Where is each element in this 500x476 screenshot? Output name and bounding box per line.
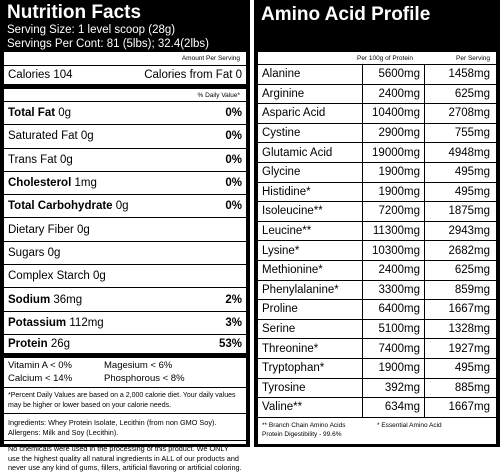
bcaa-note: ** Branch Chain Amino Acids bbox=[262, 421, 346, 429]
amino-name: Isoleucine** bbox=[262, 205, 323, 218]
amino-per-100g: 1900mg bbox=[362, 359, 424, 378]
amino-row bbox=[258, 85, 496, 105]
header-per-serving: Per Serving bbox=[456, 54, 490, 62]
amino-per-serving: 1667mg bbox=[424, 398, 496, 417]
nutrient-daily-value: 0% bbox=[225, 130, 242, 143]
nutrient-daily-value: 0% bbox=[225, 177, 242, 190]
nutrient-label: Potassium bbox=[8, 316, 67, 329]
amino-name: Histidine* bbox=[262, 185, 311, 198]
amino-per-100g: 634mg bbox=[362, 398, 424, 417]
amino-per-serving: 495mg bbox=[424, 359, 496, 378]
amino-name: Tyrosine bbox=[262, 381, 306, 394]
amino-name: Lysine* bbox=[262, 244, 300, 257]
servings-per-container: Servings Per Cont: 81 (5lbs); 32.4(2lbs) bbox=[7, 37, 209, 50]
amino-row bbox=[258, 300, 496, 320]
essential-note: * Essential Amino Acid bbox=[377, 421, 442, 429]
amino-per-100g: 2400mg bbox=[362, 261, 424, 280]
amino-per-serving: 885mg bbox=[424, 379, 496, 398]
nutrient-label: Trans Fat bbox=[8, 153, 57, 166]
amino-per-serving: 1875mg bbox=[424, 202, 496, 221]
nutrient-amount: 112mg bbox=[69, 316, 104, 329]
nutrition-table bbox=[4, 52, 246, 473]
amino-per-serving: 1328mg bbox=[424, 320, 496, 339]
serving-size: Serving Size: 1 level scoop (28g) bbox=[7, 24, 176, 36]
amino-row bbox=[258, 183, 496, 203]
amino-acid-panel bbox=[254, 0, 500, 447]
amino-per-serving: 625mg bbox=[424, 85, 496, 104]
calories-row bbox=[4, 66, 246, 89]
nutrient-label: Complex Starch bbox=[8, 270, 90, 283]
amino-per-serving: 859mg bbox=[424, 281, 496, 300]
nutrient-label: Dietary Fiber bbox=[8, 223, 74, 236]
nutrient-label: Protein bbox=[8, 338, 48, 351]
amino-name: Alanine bbox=[262, 68, 301, 81]
amino-per-100g: 392mg bbox=[362, 379, 424, 398]
magnesium: Magesium < 6% bbox=[104, 360, 173, 372]
amino-per-100g: 10400mg bbox=[362, 104, 424, 123]
nutrient-label: Sugars bbox=[8, 246, 45, 259]
amino-name: Tryptophan* bbox=[262, 362, 325, 375]
nutrient-daily-value: 2% bbox=[225, 293, 242, 306]
amino-per-100g: 5600mg bbox=[362, 65, 424, 84]
nutrient-label: Cholesterol bbox=[8, 177, 72, 190]
amino-per-serving: 755mg bbox=[424, 124, 496, 143]
amino-per-serving: 495mg bbox=[424, 163, 496, 182]
nutrient-rows bbox=[4, 102, 246, 358]
nutrient-row bbox=[4, 218, 246, 241]
nutrient-amount: 26g bbox=[50, 338, 71, 351]
amino-row bbox=[258, 261, 496, 281]
daily-value-header: % Daily Value* bbox=[4, 89, 246, 102]
header-per-100g: Per 100g of Protein bbox=[356, 54, 413, 62]
nutrient-row bbox=[4, 149, 246, 172]
nutrient-label: Saturated Fat bbox=[8, 130, 78, 143]
amino-per-100g: 2900mg bbox=[362, 124, 424, 143]
amino-name: Serine bbox=[262, 323, 296, 336]
amino-row bbox=[258, 320, 496, 340]
amino-name: Asparic Acid bbox=[262, 107, 326, 120]
amino-per-100g: 1900mg bbox=[362, 183, 424, 202]
nutrient-amount: 0g bbox=[80, 130, 94, 143]
amino-per-serving: 1667mg bbox=[424, 300, 496, 319]
nutrient-daily-value: 3% bbox=[225, 316, 242, 329]
amino-row bbox=[258, 143, 496, 163]
amino-per-serving: 2708mg bbox=[424, 104, 496, 123]
amino-per-100g: 2400mg bbox=[362, 85, 424, 104]
nutrient-label: Total Carbohydrate bbox=[8, 200, 113, 213]
amino-row bbox=[258, 163, 496, 183]
nutrient-row bbox=[4, 172, 246, 195]
nutrient-daily-value: 0% bbox=[225, 200, 242, 213]
amino-per-100g: 10300mg bbox=[362, 241, 424, 260]
nutrient-amount: 0g bbox=[59, 153, 73, 166]
amount-header: Amount Per Serving bbox=[4, 52, 246, 66]
amino-per-100g: 7200mg bbox=[362, 202, 424, 221]
amino-name: Leucine** bbox=[262, 225, 312, 238]
nutrient-row bbox=[4, 242, 246, 265]
nutrient-daily-value: 0% bbox=[225, 107, 242, 120]
amino-per-100g: 6400mg bbox=[362, 300, 424, 319]
vitamins-block bbox=[4, 358, 246, 388]
amino-per-100g: 11300mg bbox=[362, 222, 424, 241]
nutrient-amount: 0g bbox=[93, 270, 106, 283]
amino-per-serving: 495mg bbox=[424, 183, 496, 202]
amino-per-serving: 2943mg bbox=[424, 222, 496, 241]
daily-value-footnote: *Percent Daily Values are based on a 2,000 calorie diet. Your daily values may be higher or lower based on your calorie needs. bbox=[4, 388, 246, 414]
amino-per-100g: 1900mg bbox=[362, 163, 424, 182]
no-chemicals-text: No chemicals were used in the processing of this product. We ONLY use the highest quality all natural ingredients in ALL of our products and never use any kind of gums, fillers, artificial flavoring or artificial coloring. bbox=[8, 444, 242, 473]
amino-row bbox=[258, 202, 496, 222]
calcium: Calcium < 14% bbox=[8, 372, 73, 384]
amino-name: Proline bbox=[262, 303, 298, 316]
amino-per-100g: 5100mg bbox=[362, 320, 424, 339]
nutrient-label: Sodium bbox=[8, 293, 51, 306]
amino-name: Threonine* bbox=[262, 342, 319, 355]
amino-header bbox=[258, 52, 496, 65]
vitamin-a: Vitamin A < 0% bbox=[8, 360, 72, 372]
amino-name: Glycine bbox=[262, 166, 301, 179]
amino-per-serving: 2682mg bbox=[424, 241, 496, 260]
nutrient-row bbox=[4, 195, 246, 218]
amino-row bbox=[258, 339, 496, 359]
nutrient-row bbox=[4, 335, 246, 358]
calories: Calories 104 bbox=[8, 69, 73, 81]
amino-row bbox=[258, 379, 496, 399]
nutrition-facts-panel bbox=[0, 0, 250, 473]
nutrient-row bbox=[4, 288, 246, 311]
amino-per-100g: 7400mg bbox=[362, 339, 424, 358]
ingredients-text: Ingredients: Whey Protein Isolate, Lecithin (from non GMO Soy). Allergens: Milk and Soy (Lecithin). bbox=[4, 414, 246, 441]
amino-row bbox=[258, 104, 496, 124]
nutrient-row bbox=[4, 125, 246, 148]
amino-name: Phenylalanine* bbox=[262, 283, 339, 296]
amino-per-100g: 19000mg bbox=[362, 143, 424, 162]
amino-row bbox=[258, 398, 496, 418]
amino-title: Amino Acid Profile bbox=[261, 4, 431, 25]
nutrient-amount: 0g bbox=[77, 223, 90, 236]
amino-row bbox=[258, 359, 496, 379]
nutrient-amount: 1mg bbox=[74, 177, 97, 190]
nutrient-amount: 0g bbox=[115, 200, 129, 213]
amino-row bbox=[258, 65, 496, 85]
amino-row bbox=[258, 281, 496, 301]
phosphorous: Phosphorous < 8% bbox=[104, 372, 185, 384]
amino-name: Methionine* bbox=[262, 264, 323, 277]
amino-name: Cystine bbox=[262, 127, 301, 140]
nutrient-amount: 36mg bbox=[53, 293, 83, 306]
nutrient-row bbox=[4, 265, 246, 288]
amino-per-serving: 4948mg bbox=[424, 143, 496, 162]
digestibility-note: Protein Digestibility - 99.6% bbox=[262, 430, 342, 438]
amino-per-serving: 1458mg bbox=[424, 65, 496, 84]
nutrient-daily-value: 53% bbox=[218, 338, 242, 351]
nutrition-title: Nutrition Facts bbox=[7, 2, 142, 23]
amino-per-100g: 3300mg bbox=[362, 281, 424, 300]
calories-from-fat: Calories from Fat 0 bbox=[144, 69, 242, 81]
amino-row bbox=[258, 241, 496, 261]
nutrient-row bbox=[4, 102, 246, 125]
amino-per-serving: 1927mg bbox=[424, 339, 496, 358]
nutrient-row bbox=[4, 312, 246, 335]
nutrient-amount: 0g bbox=[47, 246, 61, 259]
amino-row bbox=[258, 222, 496, 242]
nutrient-label: Total Fat bbox=[8, 107, 56, 120]
nutrient-amount: 0g bbox=[58, 107, 72, 120]
amino-row bbox=[258, 124, 496, 144]
amino-name: Arginine bbox=[262, 87, 305, 100]
amino-per-serving: 625mg bbox=[424, 261, 496, 280]
amino-name: Glutamic Acid bbox=[262, 146, 333, 159]
amino-table bbox=[258, 52, 496, 444]
amino-name: Valine** bbox=[262, 401, 303, 414]
amino-footnotes bbox=[258, 418, 496, 442]
amino-rows bbox=[258, 65, 496, 418]
nutrient-daily-value: 0% bbox=[225, 153, 242, 166]
